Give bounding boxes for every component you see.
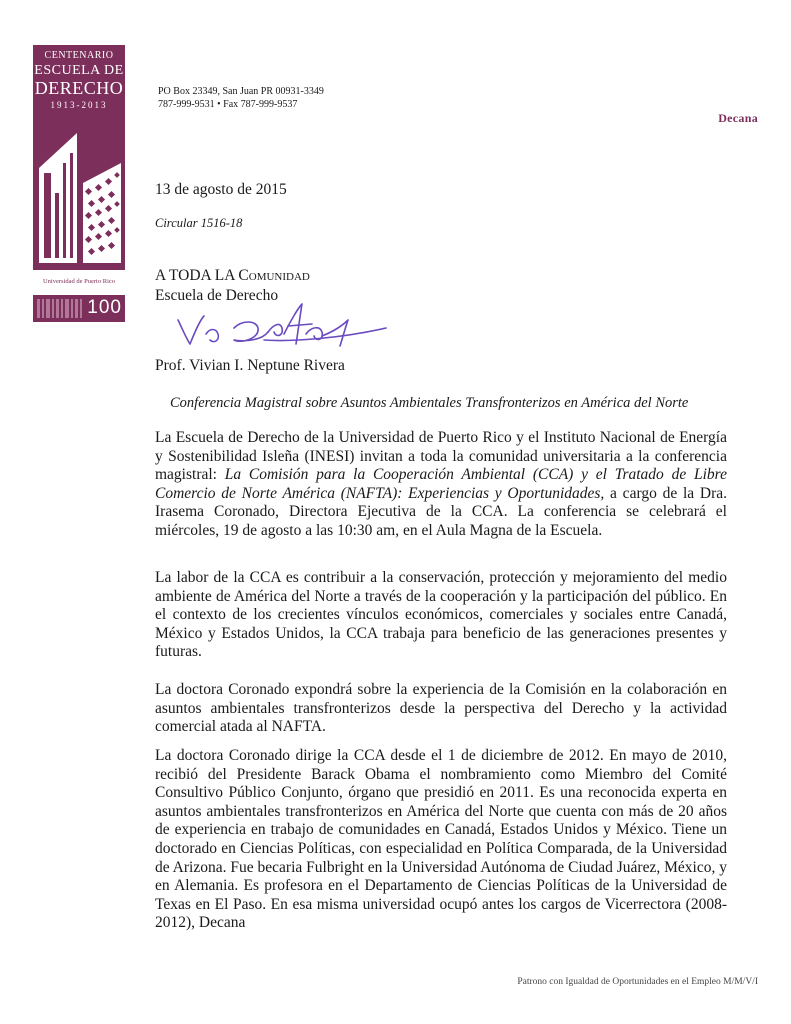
office-label: Decana (718, 111, 758, 125)
paragraph-speaker-bio: La doctora Coronado dirige la CCA desde el 1 de diciembre de 2012. En mayo de 2010, recibió del Presidente Barack Obama el nombramiento como Miembro del Comité Consultivo Público Conjunto, órgano que presidió en 2011. Es una reconocida experta en asuntos ambientales transfronterizos en América del Norte que cuenta con más de 20 años de experiencia en trabajo de comunidades en Canadá, Estados Unidos y México. Tiene un doctorado en Ciencias Políticas, con especialidad en Política Comparada, de la Universidad de Arizona. Fue becaria Fulbright en la Universidad Autónoma de Ciudad Juárez, México, y en Alemania. Es profesora en el Departamento de Ciencias Políticas de la Universidad de Texas en El Paso. En esa misma universidad ocupó antes los cargos de Vicerrectora (2008-2012), Decana (155, 747, 727, 932)
recipient-lead: A TODA LA (155, 267, 235, 284)
paragraph-invitation-intro: La Escuela de Derecho de la Universidad de Puerto Rico y el Instituto Nacional de Energía y Sostenibilidad Isleña (INESI) invitan a toda la comunidad universitaria a la conferencia magistral: (155, 429, 727, 484)
paragraph-invitation-rest: a cargo de la Dra. Irasema Coronado, Directora Ejecutiva de la CCA. La conferencia se celebrará el miércoles, 19 de agosto a las 10:30 am, en el Aula Magna de la Escuela. (155, 484, 727, 539)
logo-university-name: Universidad de Puerto Rico (42, 278, 116, 285)
building-illustration-icon (33, 113, 125, 270)
phone-fax-line: 787-999-9531 • Fax 787-999-9537 (158, 99, 298, 110)
recipient-rest: Comunidad (238, 267, 310, 284)
sender-name: Prof. Vivian I. Neptune Rivera (155, 357, 345, 374)
logo-line-centenario: CENTENARIO (44, 50, 114, 61)
letter-date: 13 de agosto de 2015 (155, 181, 287, 198)
logo-centennial-number: 100 (87, 297, 122, 318)
paragraph-invitation (155, 429, 727, 541)
logo-banner (33, 45, 125, 270)
address-line: PO Box 23349, San Juan PR 00931-3349 (158, 86, 324, 97)
recipient-organization: Escuela de Derecho (155, 287, 279, 304)
footer-equal-opportunity: Patrono con Igualdad de Oportunidades en el Empleo M/M/V/I (517, 977, 758, 987)
circular-number: Circular 1516-18 (155, 216, 243, 230)
logo-line-derecho: DERECHO (34, 78, 124, 98)
handwritten-signature (172, 298, 392, 358)
letterhead-address (158, 85, 324, 111)
paragraph-speaker-topic: La doctora Coronado expondrá sobre la experiencia de la Comisión en la colaboración en asuntos ambientales transfronterizos desde la perspectiva del Derecho y la actividad comercial atada al NAFTA. (155, 681, 727, 736)
subject-line: Conferencia Magistral sobre Asuntos Ambientales Transfronterizos en América del Norte (170, 395, 689, 411)
paragraph-cca-mission: La labor de la CCA es contribuir a la conservación, protección y mejoramiento del medio ambiente de América del Norte a través de la cooperación y la participación del público. En el contexto de los crecientes vínculos económicos, comerciales y sociales entre Canadá, México y Estados Unidos, la CCA trabaja para beneficio de las generaciones presentes y futuras. (155, 569, 727, 661)
recipient-line (155, 267, 310, 285)
centennial-logo (33, 45, 125, 322)
logo-line-escuela: ESCUELA DE (34, 63, 124, 78)
logo-years: 1913-2013 (50, 100, 108, 110)
conference-title: La Comisión para la Cooperación Ambiental (CCA) y el Tratado de Libre Comercio de Norte América (NAFTA): Experiencias y Oportunidades, (155, 466, 727, 502)
